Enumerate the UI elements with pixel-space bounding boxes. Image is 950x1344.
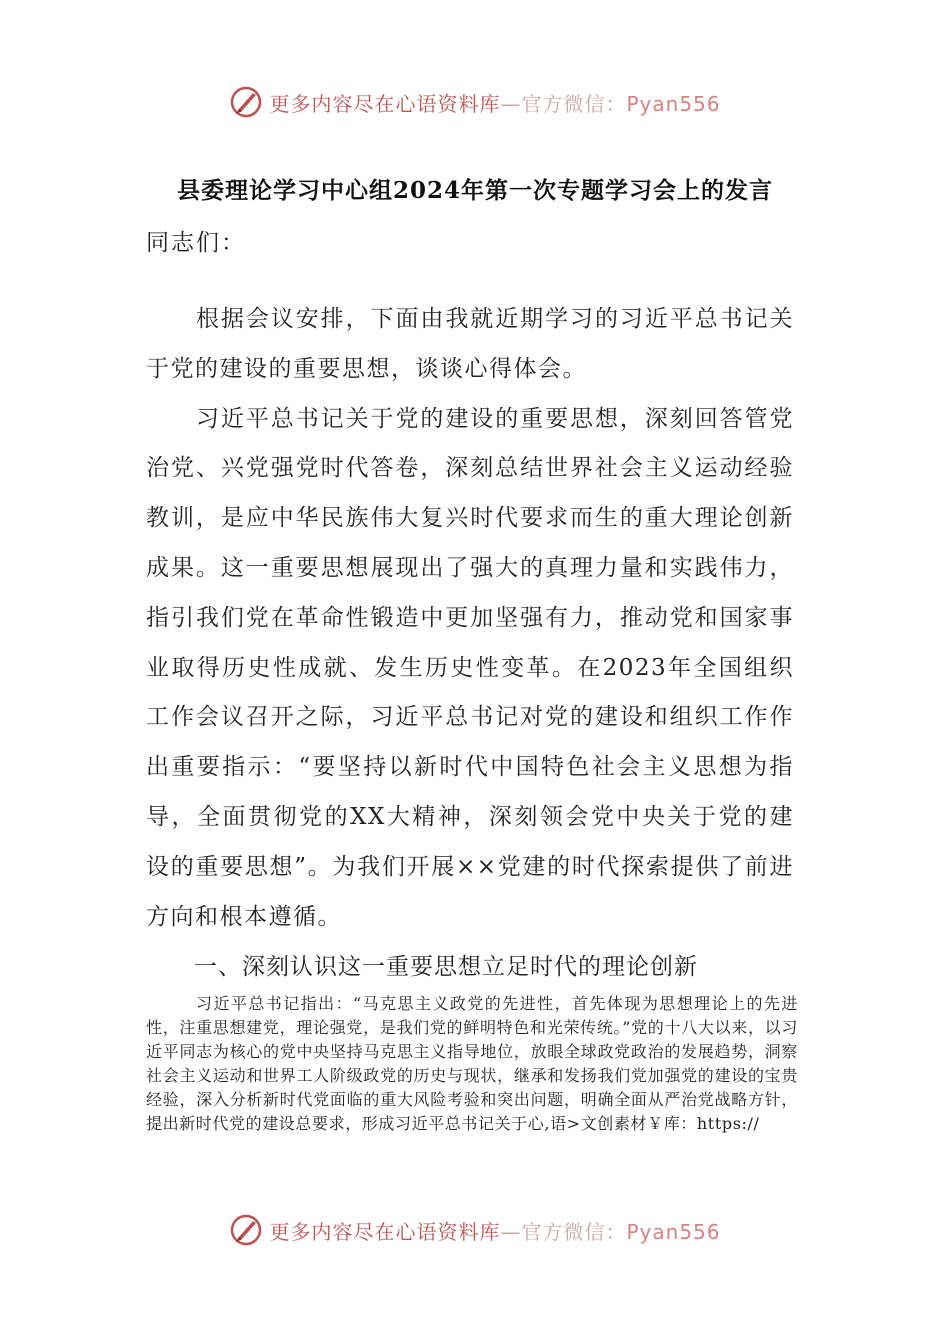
banner-text — [269, 1216, 720, 1245]
banner-library-text: 更多内容尽在心语资料库 — [269, 1219, 501, 1244]
banner-wechat-id: Pyan556 — [626, 1219, 721, 1244]
footer-banner — [0, 1210, 950, 1250]
header-banner — [0, 82, 950, 122]
body-section — [146, 295, 794, 942]
greeting: 同志们： — [146, 230, 246, 256]
banner-dash: — — [500, 1219, 522, 1244]
banner-wechat-label: 官方微信： — [521, 91, 627, 116]
document-title: 县委理论学习中心组2024年第一次专题学习会上的发言 — [176, 177, 773, 204]
section-heading: 一、深刻认识这一重要思想立足时代的理论创新 — [194, 954, 698, 980]
small-paragraph: 习近平总书记指出：“马克思主义政党的先进性，首先体现为思想理论上的先进性，注重思想建党，理论强党，是我们党的鲜明特色和光荣传统。”党的十八大以来，以习近平同志为核心的党中央坚持马克思主义指导地位，放眼全球政党政治的发展趋势，洞察社会主义运动和世界工人阶级政党的历史与现状，继承和发扬我们党加强党的建设的宝贵经验，深入分析新时代党面临的重大风险考验和突出问题，明确全面从严治党战略方针，提出新时代党的建设总要求，形成习近平总书记关于心,语>文创素材￥库：https:// — [146, 994, 798, 1133]
banner-dash: — — [500, 91, 522, 116]
banner-wechat-id: Pyan556 — [626, 91, 721, 116]
banner-text — [269, 88, 720, 117]
small-paragraph-section — [146, 992, 798, 1136]
banner-wechat-label: 官方微信： — [521, 1219, 627, 1244]
banner-library-text: 更多内容尽在心语资料库 — [269, 91, 501, 116]
pen-quill-logo-icon — [229, 1213, 263, 1247]
body-paragraph: 习近平总书记关于党的建设的重要思想，深刻回答管党治党、兴党强党时代答卷，深刻总结世界社会主义运动经验教训，是应中华民族伟大复兴时代要求而生的重大理论创新成果。这一重要思想展现出了强大的真理力量和实践伟力，指引我们党在革命性锻造中更加坚强有力，推动党和国家事业取得历史性成就、发生历史性变革。在2023年全国组织工作会议召开之际，习近平总书记对党的建设和组织工作作出重要指示：“要坚持以新时代中国特色社会主义思想为指导，全面贯彻党的XX大精神，深刻领会党中央关于党的建设的重要思想”。为我们开展××党建的时代探索提供了前进方向和根本遵循。 — [146, 405, 794, 930]
body-paragraph: 根据会议安排，下面由我就近期学习的习近平总书记关于党的建设的重要思想，谈谈心得体会。 — [146, 306, 794, 382]
pen-quill-logo-icon — [229, 85, 263, 119]
